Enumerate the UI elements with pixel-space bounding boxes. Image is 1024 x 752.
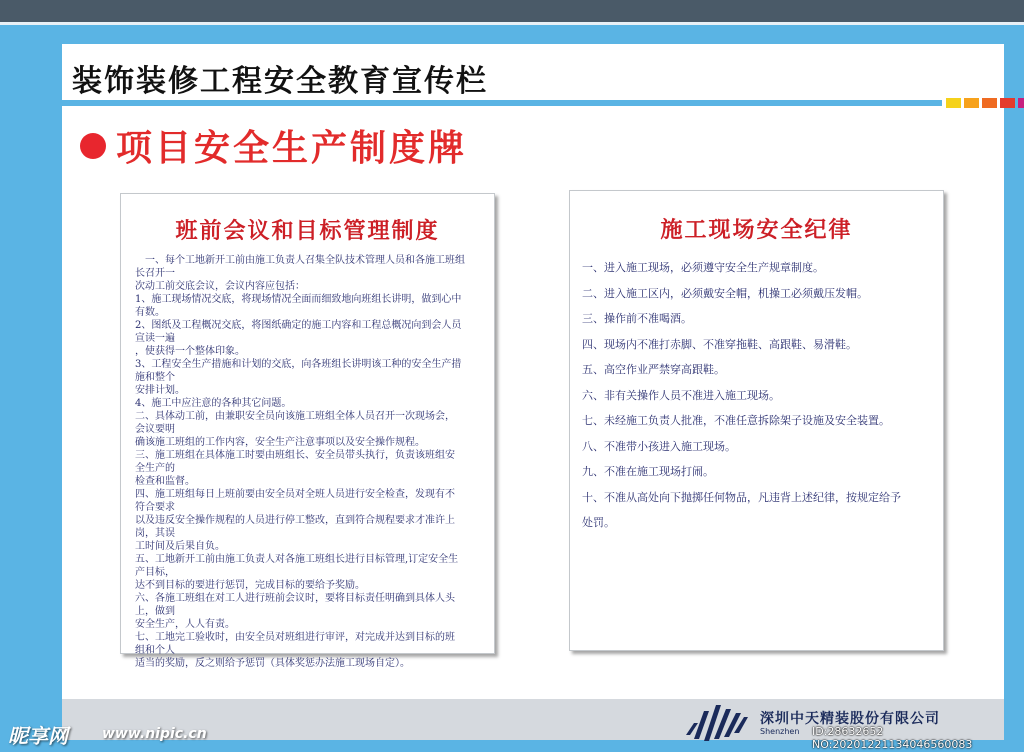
side-strip-left	[0, 25, 62, 752]
section-title: 项目安全生产制度牌	[116, 128, 468, 169]
discipline-rule-line: 六、非有关操作人员不准进入施工现场。	[582, 388, 780, 402]
company-name-en: Shenzhen	[760, 727, 800, 736]
side-strip-right	[1004, 25, 1024, 752]
top-dark-bar	[0, 0, 1024, 22]
meeting-rule-line: 安全生产，人人有责。	[135, 619, 235, 630]
meeting-rule-line: 适当的奖励，反之则给予惩罚（具体奖惩办法施工现场自定）。	[135, 658, 410, 669]
meeting-rule-line: 产目标，	[135, 567, 175, 578]
meeting-rule-line: 长召开一	[135, 268, 175, 279]
top-white-line	[0, 22, 1024, 25]
meeting-rule-line: 六、各施工班组在对工人进行班前会议时，要将目标责任明确到具体人头	[135, 593, 455, 604]
meeting-rule-line: 检查和监督。	[135, 476, 195, 487]
discipline-rule-line: 一、进入施工现场，必须遵守安全生产规章制度。	[582, 261, 824, 274]
meeting-rule-line: 2、图纸及工程概况交底，将图纸确定的施工内容和工程总概况向到会人员	[135, 320, 462, 331]
meeting-rule-line: 施和整个	[135, 372, 175, 383]
accent-dot	[1000, 98, 1015, 108]
discipline-rule-line: 处罚。	[582, 516, 615, 529]
discipline-list	[582, 255, 934, 536]
meeting-rule-line: 四、施工班组每日上班前要由安全员对全班人员进行安全检查，发现有不	[135, 489, 455, 500]
accent-dot	[964, 98, 979, 108]
meeting-rule-line: 以及违反安全操作规程的人员进行停工整改，直到符合规程要求才准许上	[135, 515, 455, 526]
meeting-rule-line: 组和个人	[135, 645, 175, 656]
section-heading	[80, 120, 467, 171]
meeting-rule-line: 达不到目标的要进行惩罚，完成目标的要给予奖励。	[135, 580, 365, 591]
meeting-rule-line: 全生产的	[135, 463, 175, 474]
meeting-rule-line: 七、工地完工验收时，由安全员对班组进行审评，对完成并达到目标的班	[135, 632, 455, 643]
meeting-rule-line: 工时间及后果自负。	[135, 541, 225, 552]
meeting-rule-line: 安排计划。	[135, 385, 185, 396]
meeting-rule-line: 一、每个工地新开工前由施工负责人召集全队技术管理人员和各施工班组	[135, 255, 465, 266]
discipline-rule-line: 二、进入施工区内，必须戴安全帽，机操工必须戴压发帽。	[582, 286, 868, 300]
meeting-rule-line: ，使获得一个整体印象。	[135, 346, 245, 357]
meeting-rule-line: 有数。	[135, 307, 165, 318]
meeting-rule-line: 3、工程安全生产措施和计划的交底，向各班组长讲明该工种的安全生产措	[135, 359, 462, 370]
watermark-logo: 昵享网	[8, 724, 68, 748]
board-site-discipline	[569, 190, 944, 651]
meeting-rule-line: 三、施工班组在具体施工时要由班组长、安全员带头执行，负责该班组安	[135, 450, 455, 461]
meeting-rule-line: 岗，其误	[135, 528, 175, 539]
page-title: 装饰装修工程安全教育宣传栏	[72, 64, 488, 99]
title-rule	[62, 100, 942, 106]
accent-dot-row	[946, 98, 1024, 108]
discipline-rule-line: 五、高空作业严禁穿高跟鞋。	[582, 363, 725, 376]
red-bullet-icon	[80, 133, 106, 159]
meeting-rule-line: 二、具体动工前，由兼职安全员向该施工班组全体人员召开一次现场会，	[135, 411, 455, 422]
board-meeting-title: 班前会议和目标管理制度	[175, 219, 440, 244]
meeting-rule-line: 1、施工现场情况交底，将现场情况全面而细致地向班组长讲明，做到心中	[135, 294, 462, 305]
discipline-rule-line: 八、不准带小孩进入施工现场。	[582, 439, 736, 453]
board-discipline-title: 施工现场安全纪律	[660, 218, 853, 243]
meeting-rules-list	[135, 254, 483, 670]
meeting-rule-line: 五、工地新开工前由施工负责人对各施工班组长进行目标管理,订定安全生	[135, 554, 459, 565]
discipline-rule-line: 四、现场内不准打赤脚、不准穿拖鞋、高跟鞋、易滑鞋。	[582, 337, 857, 351]
meeting-rule-line: 确该施工班组的工作内容，安全生产注意事项以及安全操作规程。	[135, 437, 425, 448]
meeting-rule-line: 会议要明	[135, 424, 175, 435]
discipline-rule-line: 三、操作前不准喝酒。	[582, 312, 692, 325]
meeting-rule-line: 次动工前交底会议，会议内容应包括：	[135, 281, 305, 292]
accent-dot	[982, 98, 997, 108]
company-name: 深圳中天精装股份有限公司	[760, 711, 940, 727]
watermark-url: www.nipic.cn	[102, 726, 207, 742]
board-meeting-rules	[120, 193, 495, 669]
discipline-rule-line: 七、未经施工负责人批准，不准任意拆除架子设施及安全装置。	[582, 414, 890, 427]
company-logo-icon	[684, 703, 750, 743]
accent-dot	[946, 98, 961, 108]
meeting-rule-line: 4、施工中应注意的各种其它问题。	[135, 398, 292, 409]
meeting-rule-line: 上，做到	[135, 606, 175, 617]
discipline-rule-line: 十、不准从高处向下抛掷任何物品，凡违背上述纪律，按规定给予	[582, 490, 901, 504]
meeting-rule-line: 符合要求	[135, 502, 175, 513]
meeting-rule-line: 宣读一遍	[135, 333, 175, 344]
accent-dot	[1018, 98, 1024, 108]
discipline-rule-line: 九、不准在施工现场打闹。	[582, 465, 714, 478]
image-id-watermark: ID:28632652 NO:20201221134046560083	[812, 725, 973, 751]
